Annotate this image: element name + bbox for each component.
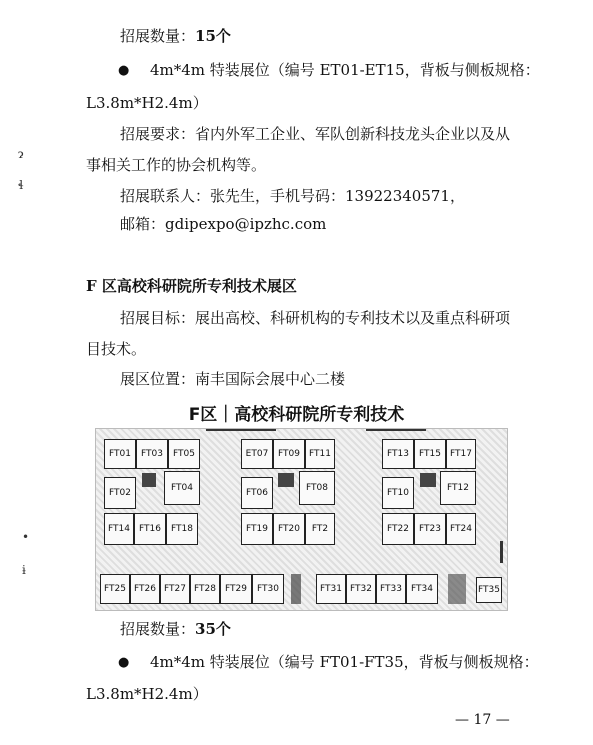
booth-ft19: FT19 <box>241 513 273 545</box>
booth-spec-ft-cont: L3.8m*H2.4m） <box>86 685 208 703</box>
booth-ft26: FT26 <box>130 574 160 604</box>
booth-ft11: FT11 <box>305 439 335 469</box>
booth-ft18: FT18 <box>166 513 198 545</box>
exhibit-count-value: 15个 <box>195 27 231 45</box>
floor-plan <box>95 428 508 611</box>
booth-ft32: FT32 <box>346 574 376 604</box>
margin-mark: ɬ <box>18 178 24 192</box>
booth-spec-et-cont: L3.8m*H2.4m） <box>86 94 208 112</box>
exhibit-count-label: 招展数量： <box>120 620 196 638</box>
booth-ft05: FT05 <box>168 439 200 469</box>
booth-ft02: FT02 <box>104 477 136 509</box>
location: 展区位置：南丰国际会展中心二楼 <box>120 370 346 388</box>
contact-person: 招展联系人：张先生，手机号码：13922340571， <box>120 187 465 205</box>
plan-rail <box>500 541 503 563</box>
booth-ft24: FT24 <box>446 513 476 545</box>
booth-et07: ET07 <box>241 439 273 469</box>
booth-ft08: FT08 <box>299 471 335 505</box>
page-number: — 17 — <box>455 712 510 728</box>
requirements-line2: 事相关工作的协会机构等。 <box>86 156 267 174</box>
booth-ft35: FT35 <box>476 577 502 603</box>
exhibit-count-ft <box>120 619 231 639</box>
block-fill <box>142 473 156 487</box>
booth-ft2: FT2 <box>305 513 335 545</box>
block-fill <box>291 574 301 604</box>
booth-ft17: FT17 <box>446 439 476 469</box>
margin-mark: • <box>22 530 30 544</box>
plan-title: F区｜高校科研院所专利技术 <box>188 405 405 425</box>
booth-ft10: FT10 <box>382 477 414 509</box>
booth-ft03: FT03 <box>136 439 168 469</box>
booth-ft27: FT27 <box>160 574 190 604</box>
booth-spec-ft: 4m*4m 特装展位（编号 FT01-FT35，背板与侧板规格： <box>150 653 539 671</box>
plan-rail <box>366 429 426 431</box>
booth-ft06: FT06 <box>241 477 273 509</box>
contact-email: 邮箱：gdipexpo@ipzhc.com <box>120 215 327 233</box>
block-fill <box>278 473 294 487</box>
block-fill <box>420 473 436 487</box>
exhibit-count-et <box>120 26 231 46</box>
booth-ft12: FT12 <box>440 471 476 505</box>
booth-ft04: FT04 <box>164 471 200 505</box>
booth-ft31: FT31 <box>316 574 346 604</box>
booth-ft22: FT22 <box>382 513 414 545</box>
booth-ft23: FT23 <box>414 513 446 545</box>
booth-ft25: FT25 <box>100 574 130 604</box>
requirements-line1: 招展要求：省内外军工企业、军队创新科技龙头企业以及从 <box>120 125 511 143</box>
margin-mark: ɨ <box>22 563 26 577</box>
exhibit-count-value: 35个 <box>195 620 231 638</box>
booth-ft28: FT28 <box>190 574 220 604</box>
section-title-f: F 区高校科研院所专利技术展区 <box>86 277 297 295</box>
booth-spec-et: 4m*4m 特装展位（编号 ET01-ET15，背板与侧板规格： <box>150 61 540 79</box>
booth-ft29: FT29 <box>220 574 252 604</box>
booth-ft16: FT16 <box>134 513 166 545</box>
exhibit-count-label: 招展数量： <box>120 27 196 45</box>
booth-ft09: FT09 <box>273 439 305 469</box>
target-line2: 目技术。 <box>86 340 147 358</box>
booth-ft15: FT15 <box>414 439 446 469</box>
booth-ft01: FT01 <box>104 439 136 469</box>
booth-ft34: FT34 <box>406 574 438 604</box>
bullet-icon: ● <box>118 655 130 670</box>
bullet-icon: ● <box>118 63 130 78</box>
booth-ft20: FT20 <box>273 513 305 545</box>
margin-mark: ɂ <box>18 147 24 161</box>
block-fill <box>448 574 466 604</box>
booth-ft13: FT13 <box>382 439 414 469</box>
booth-ft30: FT30 <box>252 574 284 604</box>
booth-ft14: FT14 <box>104 513 134 545</box>
plan-rail <box>206 429 276 431</box>
target-line1: 招展目标：展出高校、科研机构的专利技术以及重点科研项 <box>120 309 511 327</box>
booth-ft33: FT33 <box>376 574 406 604</box>
